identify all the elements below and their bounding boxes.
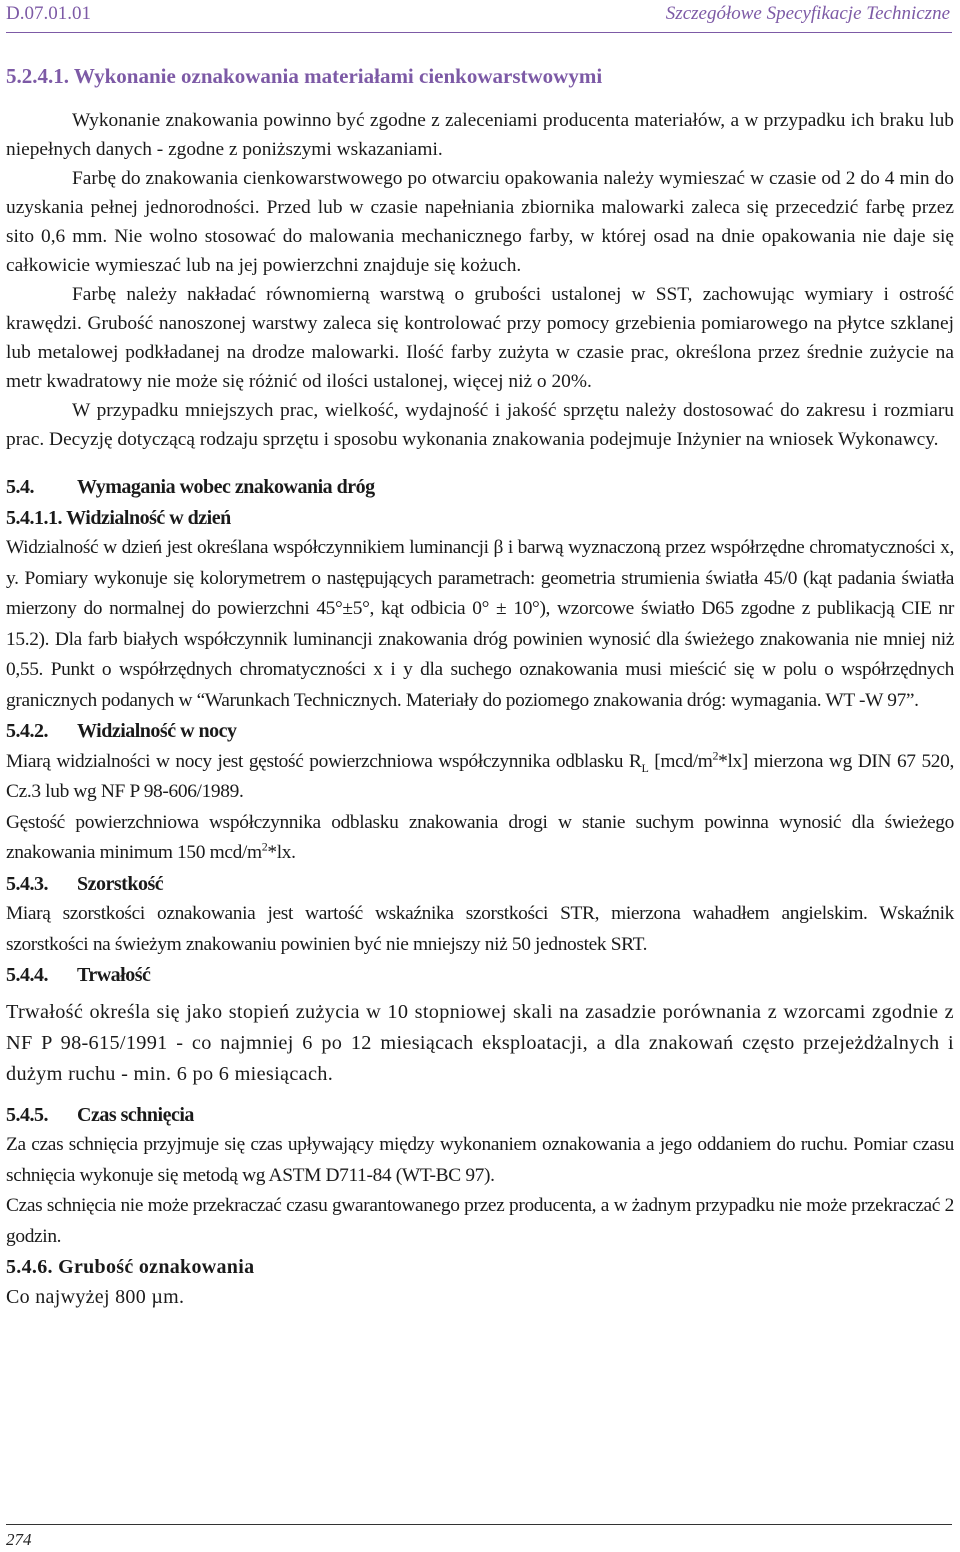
paragraph-roughness: Miarą szorstkości oznakowania jest wartość wskaźnika szorstkości STR, mierzona wahadłem angielskim. Wskaźnik szorstkości na świeżym znakowaniu powinien być nie mniejszy niż 50 jednostek SRT. <box>6 903 954 955</box>
subsection-heading-5-4-3 <box>6 869 954 900</box>
text-run: Miarą widzialności w nocy jest gęstość powierzchniowa współczynnika odblasku R <box>6 750 642 772</box>
text-run: *lx. <box>267 842 296 863</box>
text-run: [mcd/m <box>648 750 713 772</box>
subsection-heading-5-4-6: 5.4.6. Grubość oznakowania <box>6 1256 255 1278</box>
paragraph-drying-time-2: Czas schnięcia nie może przekraczać czasu gwarantowanego przez producenta, a w żadnym przypadku nie może przekraczać 2 godzin. <box>6 1195 954 1247</box>
paragraph-durability: Trwałość określa się jako stopień zużycia w 10 stopniowej skali na zasadzie porównania z wzorcami zgodnie z NF P 98-615/1991 - co najmniej 6 po 12 miesiącach eksploatacji, a dla znakowań często przejeżdżalnych i dużym ruchu - min. 6 po 6 miesiącach. <box>6 1000 954 1085</box>
subsection-heading-5-4-4 <box>6 960 954 991</box>
paragraph-night-visibility-1 <box>6 747 954 808</box>
subsection-heading-5-4-2 <box>6 716 954 747</box>
header-doc-title: Szczegółowe Specyfikacje Techniczne <box>665 3 950 24</box>
subsection-number: 5.4.1.1. <box>6 506 62 529</box>
subsection-heading-5-4-1-1 <box>6 503 954 534</box>
subsection-number: 5.4.2. <box>6 720 48 742</box>
paragraph-drying-time-1: Za czas schnięcia przyjmuje się czas upływający między wykonaniem oznakowania a jego oddaniem do ruchu. Pomiar czasu schnięcia wykonuje się metodą wg ASTM D711-84 (WT-BC 97). <box>6 1134 954 1186</box>
subscript: L <box>641 760 649 775</box>
superscript: 2 <box>261 839 268 854</box>
subsection-title: Widzialność w nocy <box>77 720 237 742</box>
subsection-title: Trwałość <box>77 964 151 986</box>
subsection-number: 5.4.3. <box>6 872 48 895</box>
paragraph-s1-p4: W przypadku mniejszych prac, wielkość, wydajność i jakość sprzętu należy dostosować do zakresu i rozmiaru prac. Decyzję dotyczącą rodzaju sprzętu i sposobu wykonania znakowania podejmuje Inżynier na wniosek Wykonawcy. <box>6 400 954 450</box>
text-run: Gęstość powierzchniowa współczynnika odblasku znakowania drogi w stanie suchym powinna wynosić dla świeżego znakowania minimum 150 mcd/m <box>6 811 954 863</box>
text-run: *lx] mierzona wg DIN 67 520, Cz.3 lub wg NF P 98-606/1989. <box>6 750 954 802</box>
paragraph-s1-p2: Farbę do znakowania cienkowarstwowego po otwarciu opakowania należy wymieszać w czasie od 2 do 4 min do uzyskania pełnej jednorodności. Przed lub w czasie napełniania zbiornika malowarki zaleca się przecedzić farbę przez sito 0,6 mm. Nie wolno stosować do malowania mechanicznego farby, w której osad na dnie opakowania nie daje się całkowicie wymieszać lub na jej powierzchni znajduje się kożuch. <box>6 168 954 276</box>
header-rule <box>6 32 952 33</box>
subsection-number: 5.4.4. <box>6 964 48 986</box>
section-number: 5.4. <box>6 476 34 498</box>
subsection-heading-5-4-5 <box>6 1100 954 1131</box>
paragraph-s1-p3: Farbę należy nakładać równomierną warstwą o grubości ustalonej w SST, zachowując wymiary i ostrość krawędzi. Grubość nanoszonej warstwy zaleca się kontrolować przy pomocy grzebienia pomiarowego na płytce szklanej lub metalowej podkładanej na drodze malowarki. Ilość farby zużyta w czasie prac, określona przez średnie zużycie na metr kwadratowy nie może się różnić od ilości ustalonej, więcej niż o 20%. <box>6 284 954 392</box>
subsection-number: 5.4.5. <box>6 1103 48 1126</box>
paragraph-thickness: Co najwyżej 800 µm. <box>6 1286 185 1308</box>
page-number: 274 <box>6 1530 32 1549</box>
subsection-title: Czas schnięcia <box>77 1103 194 1126</box>
subsection-title: Widzialność w dzień <box>66 506 231 529</box>
paragraph-day-visibility: Widzialność w dzień jest określana współczynnikiem luminancji β i barwą wyznaczoną przez współrzędne chromatyczności x, y. Pomiary wykonuje się kolorymetrem o następujących parametrach: geometria strumienia światła 45/0 (kąt padania światła mierzony do normalnej do powierzchni 45°±5°, kąt odbicia 0° ± 10°), wzorcowe światło D65 zgodne z publikacją CIE nr 15.2). Dla farb białych współczynnik luminancji znakowania dróg powinien wynosić dla świeżego znakowania nie mniej niż 0,55. Punkt o współrzędnych chromatyczności x i y dla suchego oznakowania musi mieścić się w polu o współrzędnych granicznych podanych w “Warunkach Technicznych. Materiały do poziomego znakowania dróg: wymagania. WT -W 97”. <box>6 537 954 711</box>
section-heading-5-2-4-1: 5.2.4.1. Wykonanie oznakowania materiałami cienkowarstwowymi <box>6 64 603 88</box>
subsection-title: Szorstkość <box>77 872 164 895</box>
page-body <box>6 62 954 1312</box>
header-doc-code: D.07.01.01 <box>6 3 91 24</box>
paragraph-s1-p1: Wykonanie znakowania powinno być zgodne z zaleceniami producenta materiałów, a w przypadku ich braku lub niepełnych danych - zgodne z poniższymi wskazaniami. <box>6 110 954 160</box>
section-title: Wymagania wobec znakowania dróg <box>77 476 375 498</box>
superscript: 2 <box>712 748 719 763</box>
section-heading-5-4 <box>6 472 954 503</box>
footer-rule <box>6 1524 952 1525</box>
paragraph-night-visibility-2 <box>6 808 954 869</box>
